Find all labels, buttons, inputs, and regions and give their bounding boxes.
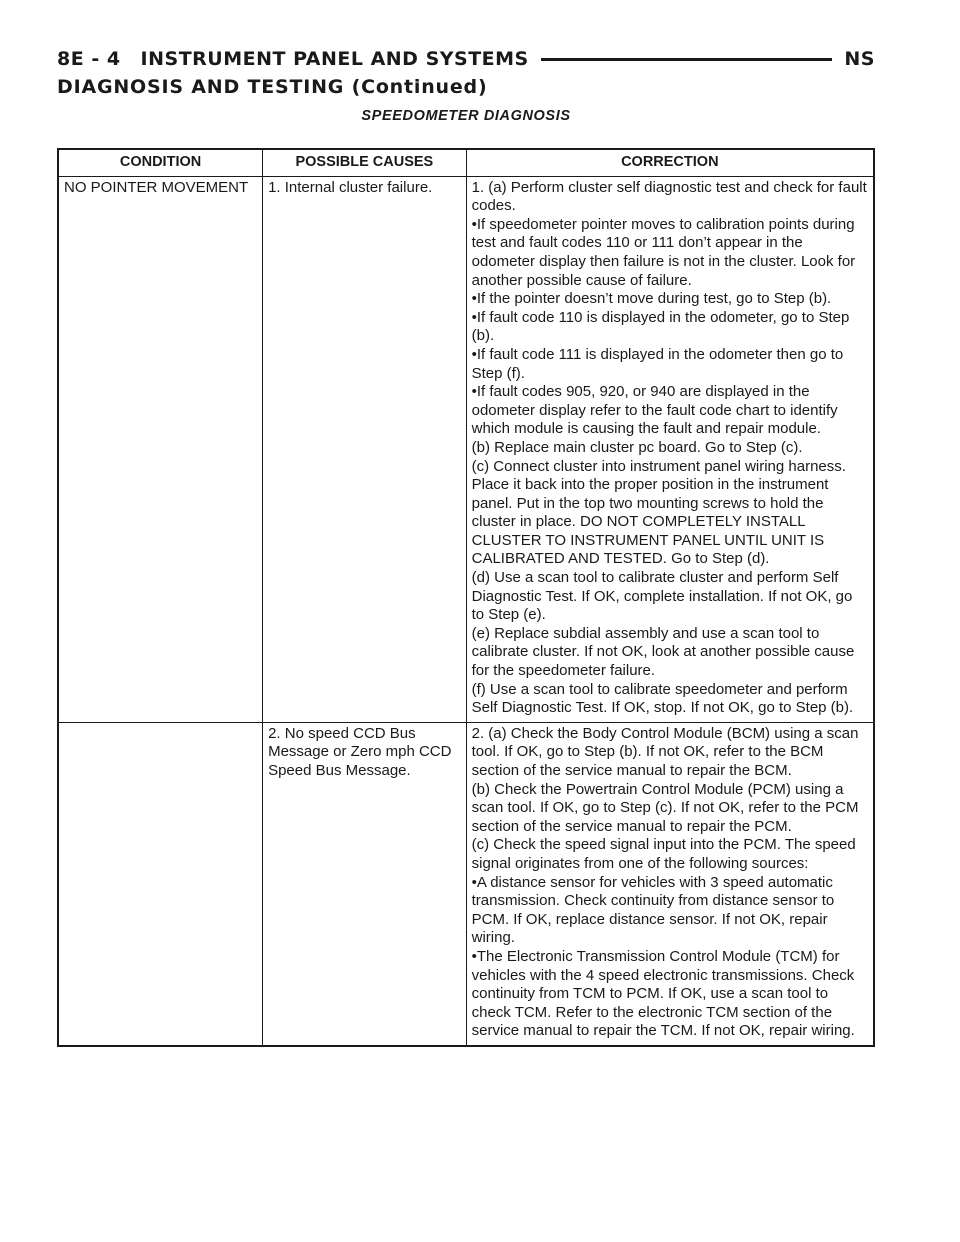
header-rule <box>541 58 833 61</box>
column-header-possible-causes: POSSIBLE CAUSES <box>263 149 467 176</box>
page-header <box>57 44 875 74</box>
correction-bullet: •If fault code 111 is displayed in the odometer then go to Step (f). <box>471 345 844 382</box>
table-row <box>58 176 874 722</box>
cause-cell <box>263 176 467 722</box>
correction-step: 2. (a) Check the Body Control Module (BCM) using a scan tool. If OK, go to Step (b). If not OK, refer to the BCM section of the service manual to repair the BCM. <box>471 724 859 779</box>
column-header-condition: CONDITION <box>58 149 263 176</box>
correction-cell <box>466 722 874 1046</box>
correction-bullet: •If fault code 110 is displayed in the odometer, go to Step (b). <box>471 308 850 345</box>
speedometer-diagnosis-table <box>57 148 875 1047</box>
cause-text: 2. No speed CCD Bus Message or Zero mph CCD Speed Bus Message. <box>268 724 452 779</box>
correction-step: (c) Check the speed signal input into the PCM. The speed signal originates from one of the following sources: <box>471 836 856 872</box>
correction-bullet: •If fault codes 905, 920, or 940 are displayed in the odometer display refer to the fault code chart to identify which module is causing the fault and repair module. <box>471 383 838 438</box>
table-row <box>58 722 874 1046</box>
condition-cell <box>58 722 263 1046</box>
correction-step: 1. (a) Perform cluster self diagnostic test and check for fault codes. <box>471 178 867 215</box>
continued-heading: DIAGNOSIS AND TESTING (Continued) <box>57 76 488 98</box>
condition-text: NO POINTER MOVEMENT <box>64 178 249 196</box>
cause-text: 1. Internal cluster failure. <box>268 178 433 196</box>
model-code: NS <box>844 48 875 70</box>
section-title: INSTRUMENT PANEL AND SYSTEMS <box>140 48 529 70</box>
correction-bullet: •The Electronic Transmission Control Module (TCM) for vehicles with the 4 speed electronic transmissions. Check continuity from TCM to PCM. If OK, use a scan tool to check TCM. Refer to the electronic TCM section of the service manual to repair the TCM. If not OK, repair wiring. <box>471 947 855 1040</box>
correction-cell <box>466 176 874 722</box>
table-caption: SPEEDOMETER DIAGNOSIS <box>361 108 571 124</box>
page-number: 8E - 4 <box>57 48 121 70</box>
correction-step: (f) Use a scan tool to calibrate speedometer and perform Self Diagnostic Test. If OK, stop. If not OK, go to Step (b). <box>471 680 854 717</box>
column-header-correction: CORRECTION <box>466 149 874 176</box>
correction-step: (e) Replace subdial assembly and use a scan tool to calibrate cluster. If not OK, look at another possible cause for the speedometer failure. <box>471 624 855 680</box>
correction-bullet: •A distance sensor for vehicles with 3 speed automatic transmission. Check continuity from distance sensor to PCM. If OK, replace distance sensor. If not OK, repair wiring. <box>471 873 835 947</box>
correction-step: (b) Check the Powertrain Control Module (PCM) using a scan tool. If OK, go to Step (c). If not OK, refer to the PCM section of the service manual to repair the PCM. <box>471 780 859 835</box>
correction-step: (c) Connect cluster into instrument panel wiring harness. Place it back into the proper position in the instrument panel. Put in the top two mounting screws to hold the cluster in place. DO NOT COMPLETELY INSTALL CLUSTER TO INSTRUMENT PANEL UNTIL UNIT IS CALIBRATED AND TESTED. Go to Step (d). <box>471 457 846 568</box>
correction-bullet: •If the pointer doesn’t move during test, go to Step (b). <box>471 290 832 308</box>
correction-step: (b) Replace main cluster pc board. Go to Step (c). <box>471 438 803 456</box>
table-header-row <box>58 149 874 176</box>
cause-cell <box>263 722 467 1046</box>
correction-bullet: •If speedometer pointer moves to calibration points during test and fault codes 110 or 111 don’t appear in the odometer display then failure is not in the cluster. Look for another possible cause of failure. <box>471 215 856 289</box>
condition-cell <box>58 176 263 722</box>
correction-step: (d) Use a scan tool to calibrate cluster and perform Self Diagnostic Test. If OK, complete installation. If not OK, go to Step (e). <box>471 569 853 624</box>
